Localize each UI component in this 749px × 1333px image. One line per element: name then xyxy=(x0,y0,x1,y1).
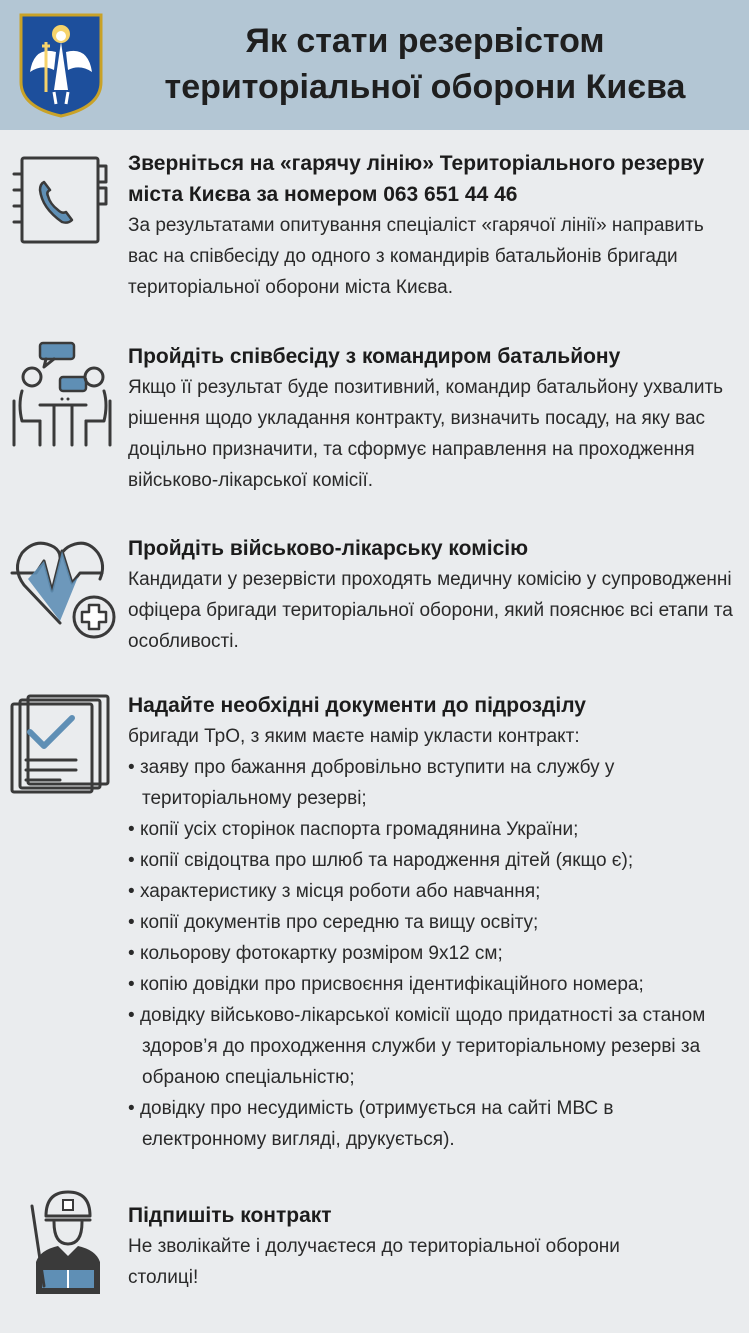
interview-icon xyxy=(10,341,114,449)
step-1-heading: Зверніться на «гарячу лінію» Територіального резерву міста Києва за номером 063 651 44 46 xyxy=(128,152,705,206)
documents-list xyxy=(128,752,738,1155)
list-item: • довідку про несудимість (отримується на сайті МВС в електронному вигляді, друкується). xyxy=(128,1093,738,1155)
step-3-body: Кандидати у резервісти проходять медичну комісію у супроводженні офіцера бригади територіальної оборони, який пояснює всі етапи та особливості. xyxy=(128,569,733,652)
list-item: • копії документів про середню та вищу освіту; xyxy=(128,907,738,938)
phone-book-icon xyxy=(10,152,114,248)
step-1-body: За результатами опитування спеціаліст «гарячої лінії» направить вас на співбесіду до одного з командирів батальйонів бригади територіальної оборони міста Києва. xyxy=(128,215,704,298)
list-item: • заяву про бажання добровільно вступити на службу у територіальному резерві; xyxy=(128,752,738,814)
list-item: • копії свідоцтва про шлюб та народження дітей (якщо є); xyxy=(128,845,738,876)
kyiv-coat-of-arms-icon xyxy=(18,12,104,118)
list-item: • копію довідки про присвоєння ідентифікаційного номера; xyxy=(128,969,738,1000)
documents-check-icon xyxy=(10,694,114,794)
step-2-body: Якщо її результат буде позитивний, командир батальйону ухвалить рішення щодо укладання контракту, визначить посаду, на яку вас доцільно призначити, та сформує направлення на проходження військово-лікарської комісії. xyxy=(128,377,724,491)
soldier-icon xyxy=(28,1186,108,1298)
list-item: • кольорову фотокартку розміром 9х12 см; xyxy=(128,938,738,969)
heart-medical-icon xyxy=(10,533,122,645)
list-item: • копії усіх сторінок паспорта громадянина України; xyxy=(128,814,738,845)
title-line-2: територіальної оборони Києва xyxy=(164,68,686,106)
step-3-heading: Пройдіть військово-лікарську комісію xyxy=(128,537,529,560)
step-4-heading: Надайте необхідні документи до підрозділу xyxy=(128,694,586,717)
page-title xyxy=(110,18,740,110)
step-5-body: Не зволікайте і долучаєтеся до територіальної оборони столиці! xyxy=(128,1236,620,1288)
list-item: • характеристику з місця роботи або навчання; xyxy=(128,876,738,907)
list-item: • довідку військово-лікарської комісії щодо придатності за станом здоров’я до проходження служби у територіальному резерві за обраною спеціальністю; xyxy=(128,1000,738,1093)
step-4-body: бригади ТрО, з яким маєте намір укласти контракт: xyxy=(128,726,580,747)
header xyxy=(0,0,749,130)
title-line-1: Як стати резервістом xyxy=(245,22,605,60)
step-5-heading: Підпишіть контракт xyxy=(128,1204,332,1227)
step-2-heading: Пройдіть співбесіду з командиром батальйону xyxy=(128,345,621,368)
